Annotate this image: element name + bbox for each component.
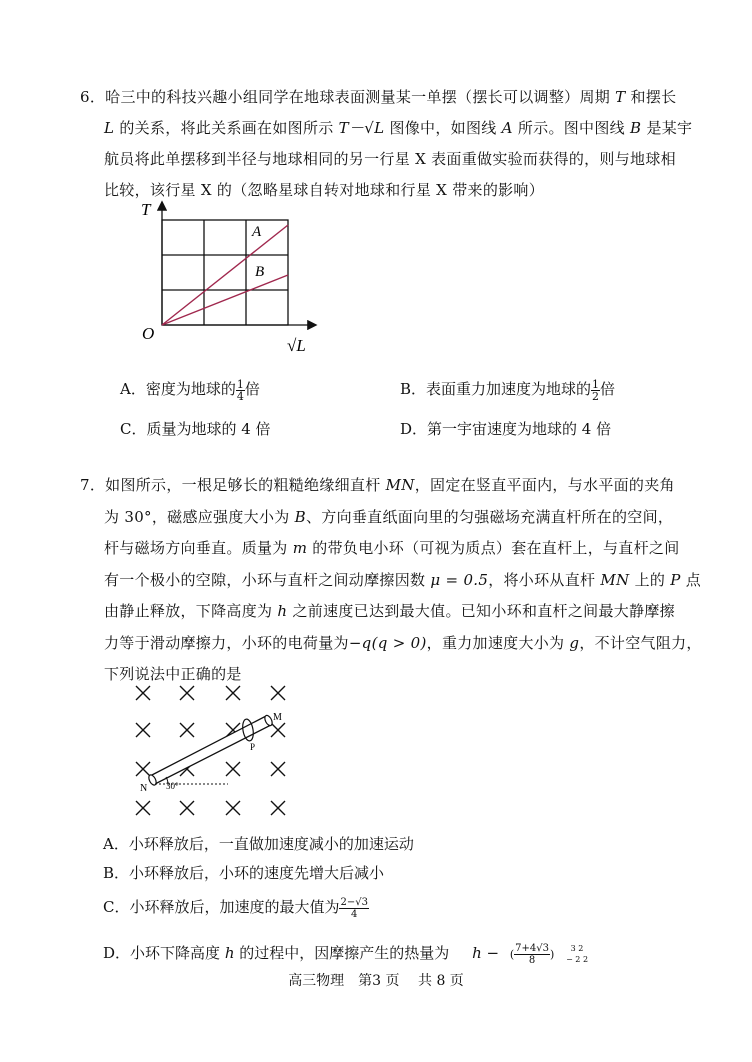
angle-label: 30° <box>166 781 179 791</box>
x-axis-label: √L <box>287 336 306 355</box>
frac-d: $\frac{7+4√3}{8}$ <box>515 942 549 966</box>
q6-formula: T－√L <box>338 119 385 137</box>
q6-graph <box>135 195 325 360</box>
q6-number: 6． <box>80 88 106 106</box>
origin-label: O <box>142 324 155 343</box>
question-6 <box>80 82 693 206</box>
frac-1-4: $\frac{1}{4}$ <box>236 377 244 403</box>
y-axis-label: T <box>141 200 151 219</box>
q7-line-7: 下列说法中正确的是 <box>104 665 242 683</box>
frac-1-2: $\frac{1}{2}$ <box>592 377 600 403</box>
q7-line-6: 力等于滑动摩擦力，小环的电荷量为−q(q > 0)，重力加速度大小为 g，不计空气阻力， <box>104 633 702 652</box>
q7-line-5: 由静止释放，下降高度为 h 之前速度已达到最大值。已知小环和直杆之间最大静摩擦 <box>104 602 675 620</box>
q7-option-B[interactable]: B．小环释放后，小环的速度先增大后减小 <box>103 864 385 882</box>
q7-line-1: 7．如图所示，一根足够长的粗糙绝缘细直杆 MN，固定在竖直平面内，与水平面的夹角 <box>80 476 675 494</box>
line-B-label: B <box>255 264 265 280</box>
q7-figure <box>128 680 303 825</box>
q7-line-2: 为 30°，磁感应强度大小为 B、方向垂直纸面向里的匀强磁场充满直杆所在的空间， <box>104 507 674 526</box>
frac-d-tail: 3 2 − 2 2 <box>566 944 589 964</box>
q6-line-3: 航员将此单摆移到半径与地球相同的另一行星 X 表面重做实验而获得的，则与地球相 <box>104 150 676 168</box>
q6-option-A[interactable]: A．密度为地球的 $\frac{1}{4}$ 倍 <box>120 377 260 403</box>
q6-line-4: 比较，该行星 X 的（忽略星球自转对地球和行星 X 带来的影响） <box>104 181 545 199</box>
page-footer: 高三物理 第3 页 共 8 页 <box>288 973 464 989</box>
q6-line-2: L 的关系，将此关系画在如图所示 T－√L 图像中，如图线 A 所示。图中图线 B 是某宇 <box>104 119 693 137</box>
q7-option-C[interactable]: C．小环释放后，加速度的最大值为 $\frac{2-√3}{4}$ <box>103 896 368 920</box>
question-7 <box>80 470 700 691</box>
line-A <box>162 225 288 325</box>
label-M: M <box>273 712 282 723</box>
label-P: P <box>250 742 256 752</box>
line-A-label: A <box>252 224 262 240</box>
line-B <box>162 275 288 325</box>
q7-line-3: 杆与磁场方向垂直。质量为 m 的带负电小环（可视为质点）套在直杆上，与直杆之间 <box>104 539 680 557</box>
frac-c: $\frac{2-√3}{4}$ <box>340 896 368 920</box>
q6-option-D[interactable]: D．第一宇宙速度为地球的 4 倍 <box>400 420 612 438</box>
q7-line-4: 有一个极小的空隙，小环与直杆之间动摩擦因数 μ = 0.5，将小环从直杆 MN 上的 P 点 <box>104 570 702 589</box>
q7-option-D[interactable]: D．小环下降高度 h 的过程中，因摩擦产生的热量为 h − ( $\frac{7+4√3}{8}$ ) 3 2 − 2 2 <box>103 942 589 966</box>
q6-line-1: 6．哈三中的科技兴趣小组同学在地球表面测量某一单摆（摆长可以调整）周期 T 和摆长 <box>80 88 677 106</box>
q7-option-A[interactable]: A．小环释放后，一直做加速度减小的加速运动 <box>103 835 414 853</box>
q6-option-C[interactable]: C．质量为地球的 4 倍 <box>120 420 271 438</box>
label-N: N <box>140 783 148 794</box>
q6-option-B[interactable]: B．表面重力加速度为地球的 $\frac{1}{2}$ 倍 <box>400 377 616 403</box>
